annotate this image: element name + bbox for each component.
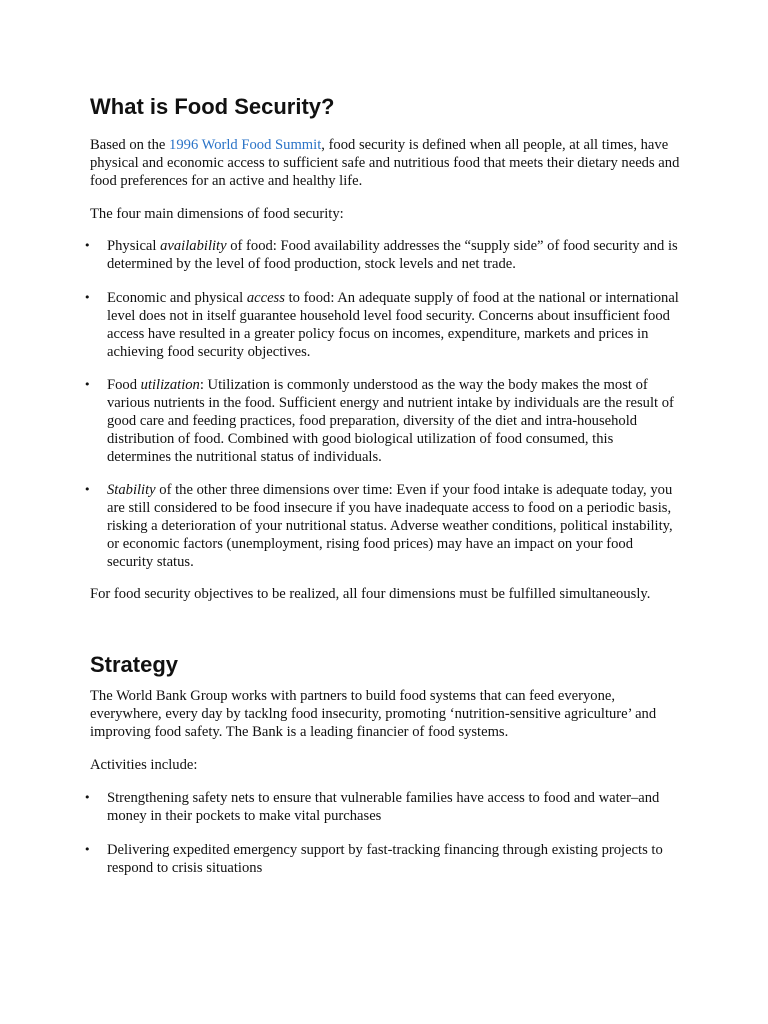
dimensions-intro: The four main dimensions of food security: (90, 206, 344, 222)
intro-suffix: , food security is defined when all people, at all times, have physical and economic access to sufficient safe and nutritious food that meets their dietary needs and food preferences for an active and healthy life. (90, 137, 680, 189)
dimension-term: availability (160, 238, 227, 254)
activity-emergency-support: • Delivering expedited emergency support by fast-tracking financing through existing projects to respond to crisis situations (90, 841, 680, 877)
dimension-access (90, 289, 680, 361)
dimension-text: of the other three dimensions over time: Even if your food intake is adequate today, you are still considered to be food insecure if you have inadequate access to food on a periodic basis, risking a deterioration of your nutritional status. Adverse weather conditions, political instability, or economic factors (unemployment, rising food prices) may have an impact on your food security status. (107, 482, 673, 570)
dimension-text: to food: An adequate supply of food at the national or international level does not in itself guarantee household level food security. Concerns about insufficient food access have resulted in a greater policy focus on incomes, expenditure, markets and prices in achieving food security objectives. (107, 290, 679, 360)
dimension-term: Stability (107, 482, 156, 498)
dimension-list-item (90, 289, 680, 361)
activity-safety-nets: • Strengthening safety nets to ensure that vulnerable families have access to food and water–and money in their pockets to make vital purchases (90, 789, 680, 825)
dimension-text: Food (107, 377, 141, 393)
dimension-term: access (246, 290, 285, 306)
strategy-paragraph: The World Bank Group works with partners to build food systems that can feed everyone, everywhere, every day by tacklng food insecurity, promoting ‘nutrition-sensitive agriculture’ and improving food safety. The Bank is a leading financier of food systems. (90, 688, 657, 740)
dimension-availability (90, 237, 680, 273)
dimension-list-item (90, 237, 680, 273)
dimension-stability (90, 481, 680, 571)
world-food-summit-link[interactable]: 1996 World Food Summit (169, 137, 322, 153)
section-title-food-security: What is Food Security? (90, 94, 335, 119)
dimension-text: of food: Food availability addresses the “supply side” of food security and is determined by the level of food production, stock levels and net trade. (107, 238, 678, 272)
dimension-text: : Utilization is commonly understood as the way the body makes the most of various nutrients in the food. Sufficient energy and nutrient intake by individuals are the result of good care and feeding practices, food preparation, diversity of the diet and intra-household distribution of food. Combined with good biological utilization of food consumed, this determines the nutritional status of individuals. (107, 377, 674, 465)
section-title-strategy: Strategy (90, 652, 179, 677)
dimension-utilization (90, 376, 680, 466)
activity-list-item (90, 789, 680, 825)
activity-list-item (90, 841, 680, 877)
activities-intro: Activities include: (90, 757, 198, 773)
intro-prefix: Based on the (90, 137, 170, 153)
dimension-list-item (90, 481, 680, 571)
dimension-text: Physical (107, 238, 161, 254)
conclusion-paragraph: For food security objectives to be realized, all four dimensions must be fulfilled simultaneously. (90, 586, 651, 602)
dimension-term: utilization (140, 377, 200, 393)
intro-paragraph (90, 136, 680, 190)
dimension-text: Economic and physical (107, 290, 247, 306)
dimension-list-item (90, 376, 680, 466)
